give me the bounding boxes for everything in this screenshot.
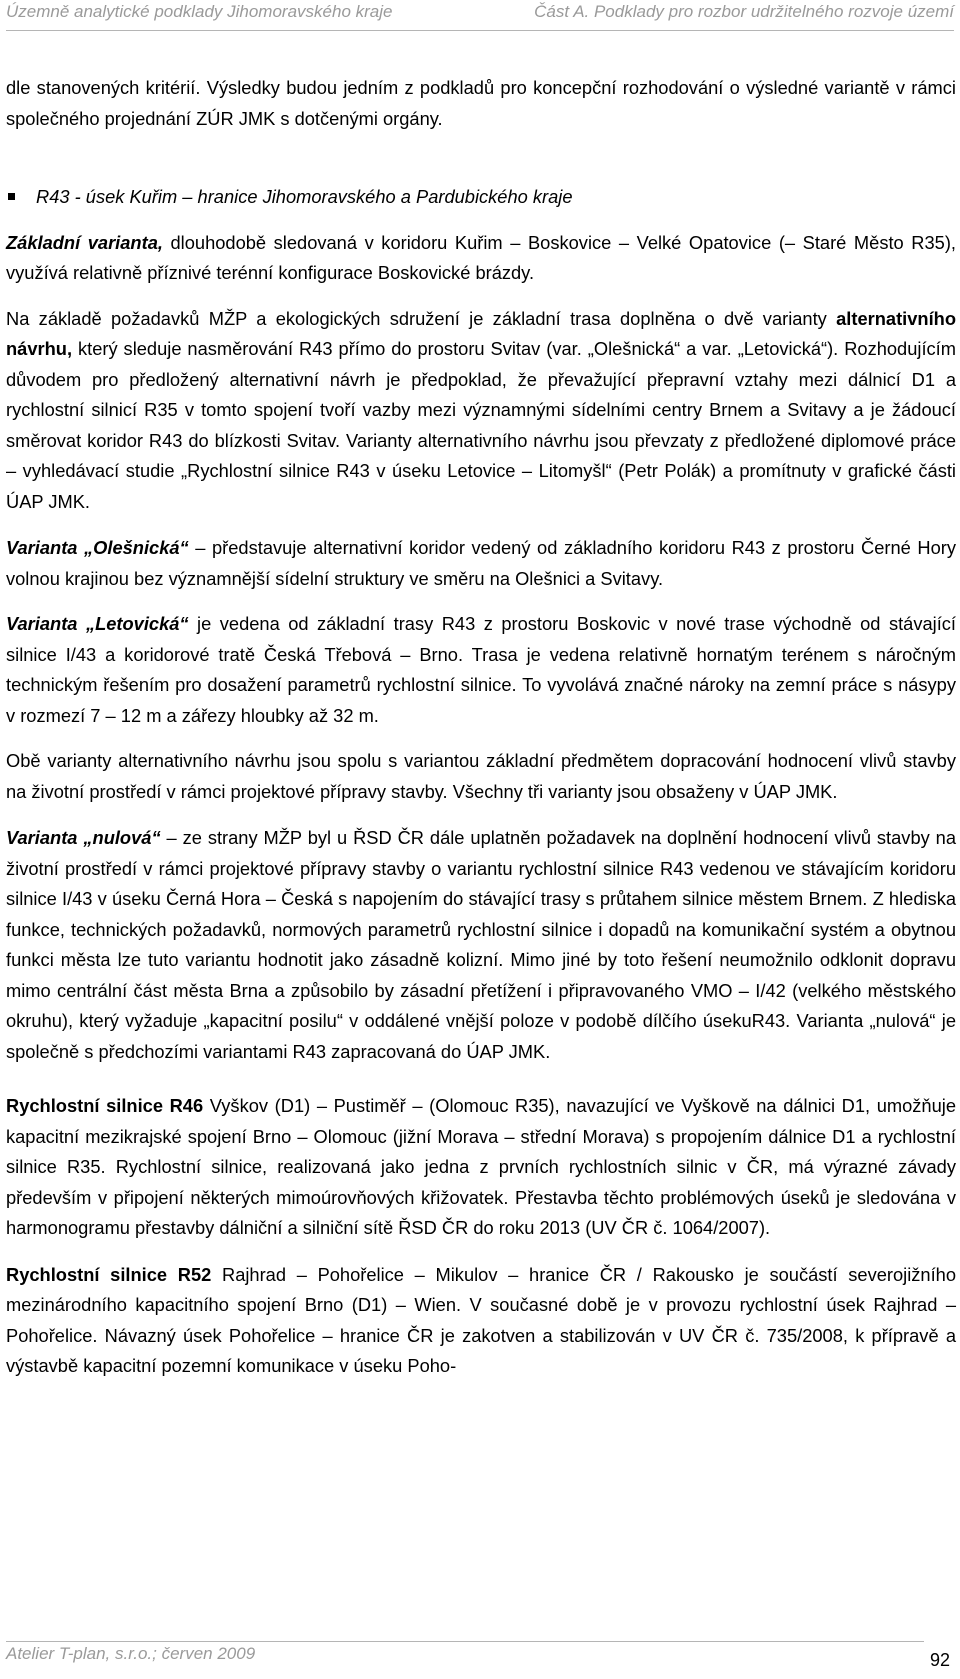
header-left-title: Územně analytické podklady Jihomoravského kraje bbox=[6, 2, 393, 21]
paragraph-varianta-letovicka bbox=[6, 609, 956, 731]
paragraph-text: dlouhodobě sledovaná v koridoru Kuřim – Boskovice – Velké Opatovice (– Staré Město R35), využívá relativně příznivé terénní konfigurace Boskovické brázdy. bbox=[6, 231, 956, 283]
lead-term: Základní varianta, bbox=[6, 231, 163, 253]
paragraph-text: Na základě požadavků MŽP a ekologických sdružení je základní trasa doplněna o dvě varianty bbox=[6, 307, 837, 329]
paragraph-text: – ze strany MŽP byl u ŘSD ČR dále uplatněn požadavek na doplnění hodnocení vlivů stavby na životní prostředí v rámci projektové přípravy stavby o variantu rychlostní silnice R43 vedenou ve stávajícím koridoru silnice I/43 v úseku Černá Hora – Česká s napojením do stávající trasy s průtahem silnice městem Brnem. Z hlediska funkce, technických požadavků, normových parametrů rychlostní silnice i dopadů na komunikační systém a obytnou funkci města lze tuto variantu hodnotit jako zásadně kolizní. Mimo jiné by toto řešení neumožnilo odklonit dopravu mimo centrální část města Brna a způsobilo by zásadní přetížení i připravovaného VMO – I/42 (velkého městského okruhu), který vyžaduje „kapacitní posilu“ v oddálené vnější poloze v podobě dílčího úsekuR43. Varianta „nulová“ je společně s předchozími variantami R43 zapracovaná do ÚAP JMK. bbox=[6, 827, 957, 1062]
header-rule bbox=[6, 30, 954, 31]
lead-term: Varianta „Letovická“ bbox=[6, 613, 189, 634]
footer-rule bbox=[6, 1641, 924, 1642]
lead-term: Rychlostní silnice R52 bbox=[6, 1263, 212, 1285]
paragraph-text: který sleduje nasměrování R43 přímo do prostoru Svitav (var. „Olešnická“ a var. „Letovická“). Rozhodujícím důvodem pro předložený alternativní návrh je předpoklad, že převažující přepravní vztahy mezi dálnicí D1 a rychlostní silnicí R35 v tomto spojení tvoří vazby mezi významnými sídelními centry Brnem a Svitavy a je žádoucí směrovat koridor R43 do blízkosti Svitav. Varianty alternativního návrhu jsou převzaty z předložené diplomové práce – vyhledávací studie „Rychlostní silnice R43 v úseku Letovice – Litomyšl“ (Petr Polák) a promítnuty v grafické části ÚAP JMK. bbox=[6, 338, 956, 512]
paragraph-text: Vyškov (D1) – Pustiměř – (Olomouc R35), navazující ve Vyškově na dálnici D1, umožňuje kapacitní mezikrajské spojení Brno – Olomouc (jižní Morava – střední Morava) s propojením dálnice D1 a rychlostní silnice R35. Rychlostní silnice, realizovaná jako jedna z prvních rychlostních silnic v ČR, má výrazné závady především v připojení některých mimoúrovňových křižovatek. Přestavba těchto problémových úseků je sledována v harmonogramu přestavby dálniční a silniční sítě ŘSD ČR do roku 2013 (UV ČR č. 1064/2007). bbox=[6, 1095, 956, 1238]
footer-text: Atelier T-plan, s.r.o.; červen 2009 bbox=[6, 1644, 256, 1663]
paragraph-alternativni-navrh bbox=[6, 304, 956, 518]
bold-term: alternativního návrhu, bbox=[6, 307, 956, 359]
paragraph-text: je vedena od základní trasy R43 z prostoru Boskovic v nové trase východně od stávající silnice I/43 a koridorové tratě Česká Třebová – Brno. Trasa je vedena relativně hornatým terénem s náročným technickým řešením pro dosažení parametrů rychlostní silnice. To vyvolává značné nároky na zemní práce s násypy v rozmezí 7 – 12 m a zářezy hloubky až 32 m. bbox=[6, 613, 956, 726]
paragraph-text: Rajhrad – Pohořelice – Mikulov – hranice ČR / Rakousko je součástí severojižního mezinárodního kapacitního spojení Brno (D1) – Wien. V současné době je v provozu rychlostní úsek Rajhrad – Pohořelice. Návazný úsek Pohořelice – hranice ČR je zakotven a stabilizován v UV ČR č. 735/2008, k přípravě a výstavbě kapacitní pozemní komunikace v úseku Poho- bbox=[6, 1263, 956, 1376]
paragraph-continuation: dle stanovených kritérií. Výsledky budou jedním z podkladů pro koncepční rozhodování o výsledné variantě v rámci společného projednání ZÚR JMK s dotčenými orgány. bbox=[6, 77, 956, 129]
paragraph-r52 bbox=[6, 1260, 956, 1382]
paragraph-varianta-olesnicka bbox=[6, 533, 956, 594]
lead-term: Varianta „Olešnická“ bbox=[6, 537, 189, 558]
document-body bbox=[6, 73, 956, 1382]
paragraph-varianta-nulova bbox=[6, 823, 956, 1067]
paragraph-text: – představuje alternativní koridor vedený od základního koridoru R43 z prostoru Černé Hory volnou krajinou bez významnější sídelní struktury ve směru na Olešnici a Svitavy. bbox=[6, 537, 956, 589]
bullet-text: R43 - úsek Kuřim – hranice Jihomoravského a Pardubického kraje bbox=[36, 186, 573, 207]
lead-term: Varianta „nulová“ bbox=[6, 827, 161, 848]
paragraph-r46 bbox=[6, 1091, 956, 1244]
lead-term: Rychlostní silnice R46 bbox=[6, 1095, 204, 1116]
square-bullet-icon bbox=[8, 193, 15, 200]
header-right-title: Část A. Podklady pro rozbor udržitelného rozvoje území bbox=[534, 2, 954, 21]
paragraph-obe-varianty: Obě varianty alternativního návrhu jsou spolu s variantou základní předmětem dopracování hodnocení vlivů stavby na životní prostředí v rámci projektové přípravy stavby. Všechny tři varianty jsou obsaženy v ÚAP JMK. bbox=[6, 750, 956, 802]
paragraph-zakladni-varianta bbox=[6, 228, 956, 289]
page-number: 92 bbox=[929, 1650, 950, 1670]
bullet-item-r43 bbox=[6, 182, 956, 213]
running-header bbox=[6, 2, 954, 28]
